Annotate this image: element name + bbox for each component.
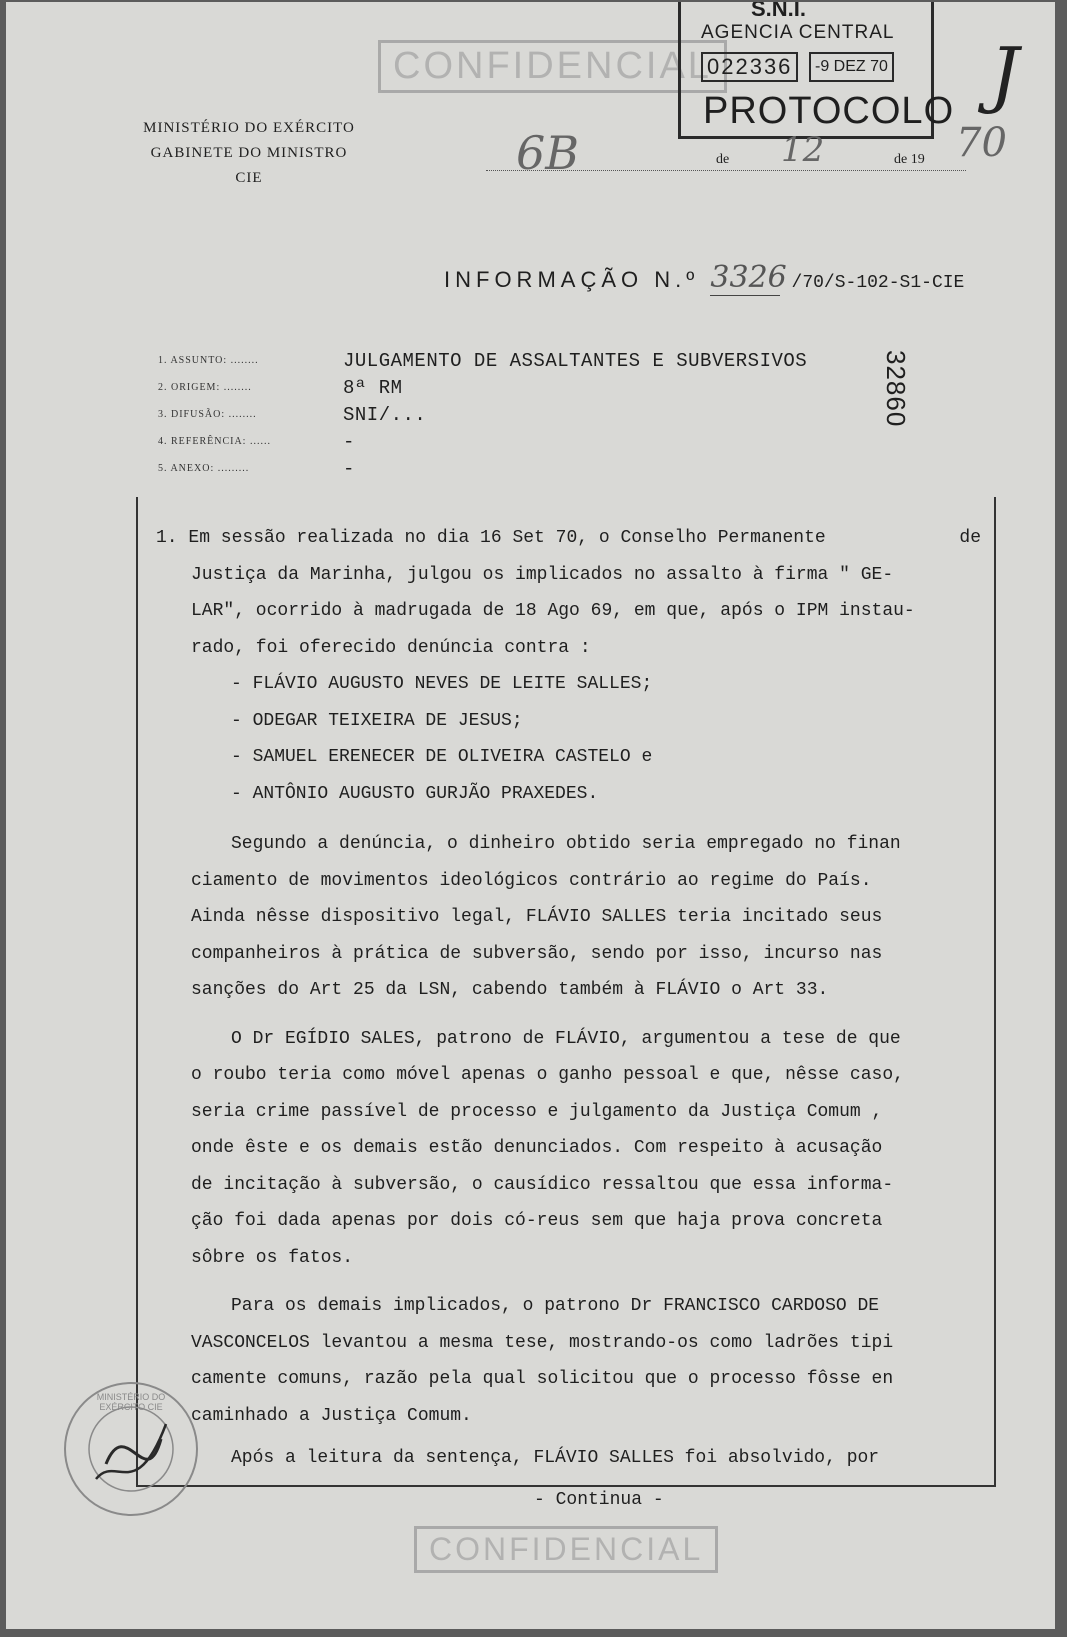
document-heading bbox=[444, 260, 964, 296]
field-assunto bbox=[158, 347, 807, 374]
accused-item: - ODEGAR TEIXEIRA DE JESUS; bbox=[231, 710, 523, 731]
protocolo-label: PROTOCOLO bbox=[703, 90, 955, 132]
accused-item: - ANTÔNIO AUGUSTO GURJÃO PRAXEDES. bbox=[231, 783, 599, 804]
handwritten-initials: J bbox=[990, 32, 1019, 116]
protocol-number: 022336 bbox=[701, 52, 798, 82]
letterhead-gabinete: GABINETE DO MINISTRO bbox=[150, 145, 348, 161]
header-fields bbox=[158, 347, 807, 482]
handwritten-mark: 6B bbox=[516, 126, 580, 180]
field-anexo bbox=[158, 455, 807, 482]
date-year-prefix: de 19 bbox=[894, 152, 925, 167]
p4-line: camente comuns, razão pela qual solicitou que o processo fôsse en bbox=[191, 1369, 894, 1389]
date-month: 12 bbox=[781, 130, 825, 170]
sni-label: S.N.I. bbox=[751, 2, 807, 21]
p3-line: sôbre os fatos. bbox=[191, 1247, 354, 1268]
p3-line: o roubo teria como móvel apenas o ganho pessoal e que, nêsse caso, bbox=[191, 1065, 904, 1085]
side-stamp-number: 32860 bbox=[881, 350, 911, 428]
p4-line: Para os demais implicados, o patrono Dr FRANCISCO CARDOSO DE bbox=[231, 1296, 880, 1316]
protocol-stamp bbox=[678, 2, 955, 139]
p1-line3: LAR", ocorrido à madrugada de 18 Ago 69, em que, após o IPM instau- bbox=[191, 601, 915, 621]
p4-line: caminhado a Justiça Comum. bbox=[191, 1405, 472, 1426]
confidencial-stamp-top: CONFIDENCIAL bbox=[378, 40, 727, 93]
p1-line1 bbox=[156, 520, 981, 557]
document-page bbox=[6, 2, 1055, 1629]
field-value: - bbox=[343, 457, 355, 480]
accused-item: - SAMUEL ERENECER DE OLIVEIRA CASTELO e bbox=[231, 747, 653, 767]
p2-line: sanções do Art 25 da LSN, cabendo também à FLÁVIO o Art 33. bbox=[191, 980, 829, 1000]
field-label: 2. ORIGEM: ........ bbox=[158, 382, 252, 393]
p1-line1-text: 1. Em sessão realizada no dia 16 Set 70, o Conselho Permanente bbox=[156, 528, 826, 548]
field-label: 5. ANEXO: ......... bbox=[158, 463, 250, 474]
letterhead-ministry: MINISTÉRIO DO EXÉRCITO bbox=[143, 120, 355, 136]
ministry-seal bbox=[64, 1382, 198, 1516]
p1-line4: rado, foi oferecido denúncia contra : bbox=[191, 637, 591, 658]
heading-title: INFORMAÇÃO N.º bbox=[444, 267, 700, 292]
field-difusao bbox=[158, 401, 807, 428]
p5-line: Após a leitura da sentença, FLÁVIO SALLES foi absolvido, por bbox=[231, 1448, 880, 1468]
field-label: 4. REFERÊNCIA: ...... bbox=[158, 436, 271, 447]
field-origem bbox=[158, 374, 807, 401]
heading-code: /70/S-102-S1-CIE bbox=[791, 273, 965, 293]
p2-line: Segundo a denúncia, o dinheiro obtido seria empregado no finan bbox=[231, 834, 901, 854]
p3-line: ção foi dada apenas por dois có-reus sem que haja prova concreta bbox=[191, 1211, 883, 1231]
date-de-label: de bbox=[716, 152, 730, 167]
seal-text: MINISTÉRIO DO EXÉRCITO CIE bbox=[96, 1392, 166, 1412]
field-value: - bbox=[343, 430, 355, 453]
body-text bbox=[156, 520, 981, 1477]
p2-line: ciamento de movimentos ideológicos contrário ao regime do País. bbox=[191, 870, 872, 891]
p4-line: VASCONCELOS levantou a mesma tese, mostrando-os como ladrões tipi bbox=[191, 1332, 894, 1353]
field-value: 8ª RM bbox=[343, 376, 403, 399]
p3-line: seria crime passível de processo e julgamento da Justiça Comum , bbox=[191, 1101, 883, 1122]
info-number-handwritten: 3326 bbox=[710, 260, 787, 295]
continua-label: - Continua - bbox=[534, 1490, 664, 1510]
p3-line: de incitação à subversão, o causídico ressaltou que essa informa- bbox=[191, 1174, 894, 1195]
p2-line: Ainda nêsse dispositivo legal, FLÁVIO SALLES teria incitado seus bbox=[191, 907, 883, 927]
p1-line1-end: de bbox=[959, 528, 981, 548]
agencia-label: AGENCIA CENTRAL bbox=[701, 22, 895, 43]
protocol-date: -9 DEZ 70 bbox=[809, 52, 894, 82]
field-referencia bbox=[158, 428, 807, 455]
p3-line: O Dr EGÍDIO SALES, patrono de FLÁVIO, argumentou a tese de que bbox=[231, 1028, 901, 1049]
p1-line2: Justiça da Marinha, julgou os implicados no assalto à firma " GE- bbox=[191, 564, 894, 585]
field-label: 3. DIFUSÃO: ........ bbox=[158, 409, 257, 420]
p3-line: onde êste e os demais estão denunciados. Com respeito à acusação bbox=[191, 1138, 883, 1158]
field-value: JULGAMENTO DE ASSALTANTES E SUBVERSIVOS bbox=[343, 349, 808, 372]
field-label: 1. ASSUNTO: ........ bbox=[158, 355, 259, 366]
accused-item: - FLÁVIO AUGUSTO NEVES DE LEITE SALLES; bbox=[231, 674, 653, 694]
p2-line: companheiros à prática de subversão, sendo por isso, incurso nas bbox=[191, 943, 883, 964]
letterhead-cie: CIE bbox=[235, 170, 263, 186]
confidencial-stamp-bottom: CONFIDENCIAL bbox=[414, 1526, 718, 1573]
field-value: SNI/... bbox=[343, 403, 427, 426]
date-line bbox=[486, 170, 966, 171]
date-year: 70 bbox=[956, 120, 1007, 166]
